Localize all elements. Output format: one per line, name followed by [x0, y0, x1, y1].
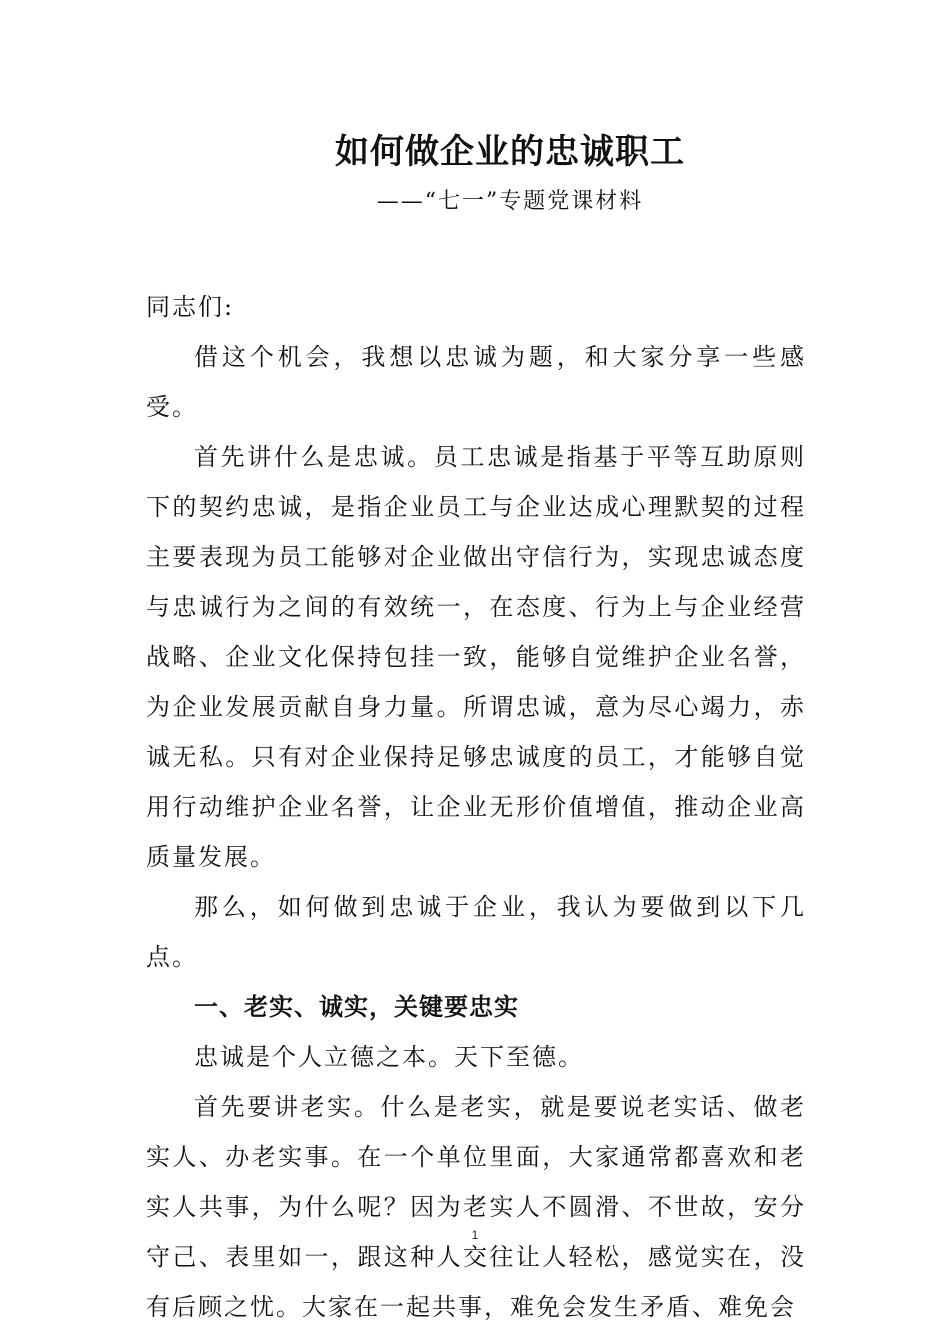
page-number: 1	[471, 1228, 479, 1242]
paragraph-definition: 首先讲什么是忠诚。员工忠诚是指基于平等互助原则下的契约忠诚，是指企业员工与企业达成心理默契的过程主要表现为员工能够对企业做出守信行为，实现忠诚态度与忠诚行为之间的有效统一，在态度、行为上与企业经营战略、企业文化保持包挂一致，能够自觉维护企业名誉，为企业发展贡献自身力量。所谓忠诚，意为尽心竭力，赤诚无私。只有对企业保持足够忠诚度的员工，才能够自觉用行动维护企业名誉，让企业无形价值增值，推动企业高质量发展。	[146, 443, 806, 871]
document-body	[146, 282, 806, 1332]
section-heading: 一、老实、诚实，关键要忠实	[194, 993, 519, 1021]
document-title: 如何做企业的忠诚职工	[335, 132, 685, 172]
paragraph-intro: 借这个机会，我想以忠诚为题，和大家分享一些感受。	[146, 343, 806, 421]
paragraph-section-body: 首先要讲老实。什么是老实，就是要说老实话、做老实人、办老实事。在一个单位里面，大家通常都喜欢和老实人共事，为什么呢？因为老实人不圆滑、不世故，安分守己、表里如一，跟这种人交往让人轻松，感觉实在，没有后顾之忧。大家在一起共事，难免会发生矛盾、难免会	[146, 1093, 806, 1321]
document-subtitle: ——“七一”专题党课材料	[376, 189, 644, 214]
paragraph-section-lead: 忠诚是个人立德之本。天下至德。	[194, 1043, 584, 1071]
paragraph-transition: 那么，如何做到忠诚于企业，我认为要做到以下几点。	[146, 893, 806, 971]
greeting: 同志们:	[146, 293, 235, 321]
